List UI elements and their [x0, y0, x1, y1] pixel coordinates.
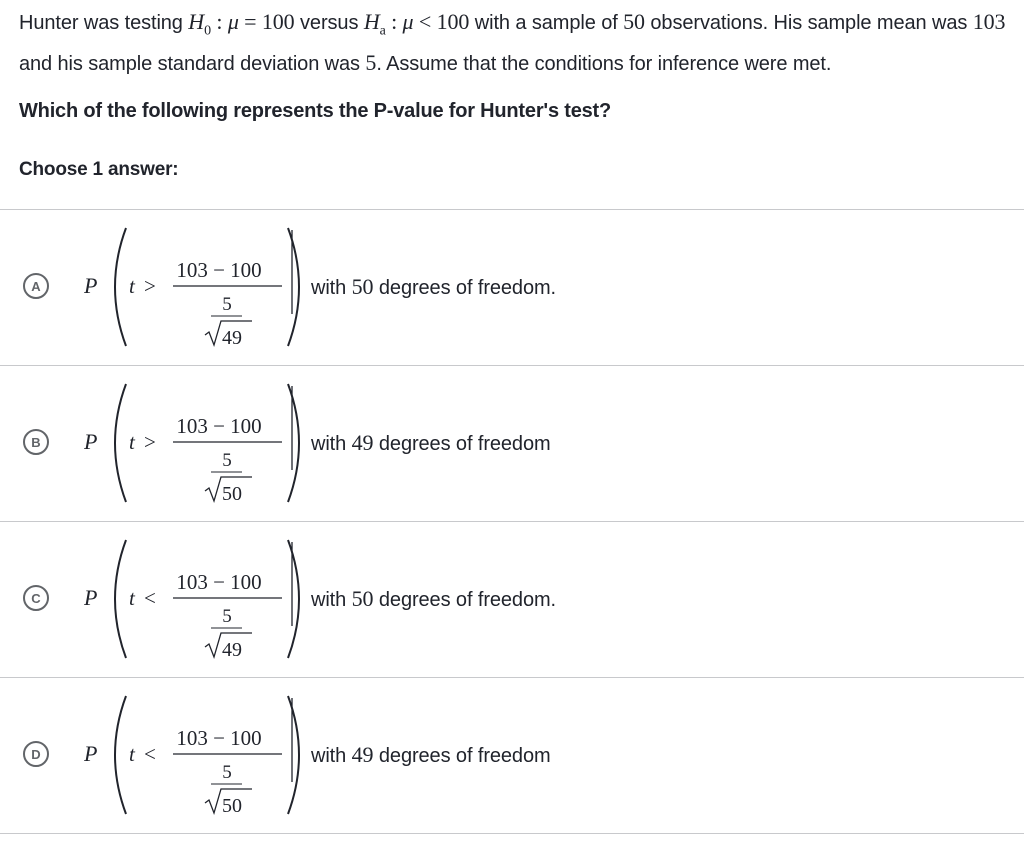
sqrt-radicand: 49 — [222, 639, 242, 661]
sqrt-radicand: 49 — [222, 327, 242, 349]
choice-suffix: with 50 degrees of freedom. — [311, 274, 556, 299]
choice-letter-badge: C — [23, 585, 49, 611]
left-paren — [115, 696, 126, 814]
choose-label: Choose 1 answer: — [19, 159, 179, 180]
degrees-of-freedom: 49 — [351, 430, 374, 455]
p-symbol: P — [84, 585, 98, 610]
degrees-of-freedom: 50 — [351, 586, 374, 611]
std-dev: 5 — [222, 606, 232, 627]
choice-suffix: with 50 degrees of freedom. — [311, 586, 556, 611]
choice-letter-badge: A — [23, 273, 49, 299]
std-dev: 5 — [222, 762, 232, 783]
std-dev: 5 — [222, 450, 232, 471]
choice-formula — [84, 534, 304, 664]
sample-sd: 5 — [365, 50, 377, 76]
numerator: 103 − 100 — [176, 258, 262, 282]
question-text-1: Hunter was testing — [19, 12, 189, 34]
null-hypothesis: $H_0$ : μ = 100 — [188, 9, 295, 39]
comparison-operator: < — [144, 586, 156, 610]
comparison-operator: < — [144, 742, 156, 766]
std-dev: 5 — [222, 294, 232, 315]
answer-choices — [0, 209, 1024, 834]
numerator: 103 − 100 — [176, 414, 262, 438]
question-text: Hunter was testing $H_0$ : μ = 100 versus $H_a$ : μ < 100 with a sample of 50 observations. His sample mean was 103 and his sample standard deviation was 5. Assume that the conditions for inference were met. — [19, 9, 1006, 76]
right-paren — [288, 540, 299, 658]
sqrt-radicand: 50 — [222, 483, 242, 505]
numerator: 103 − 100 — [176, 570, 262, 594]
sqrt-radicand: 50 — [222, 795, 242, 817]
choice-formula — [84, 378, 304, 508]
choice-suffix: with 49 degrees of freedom — [311, 430, 551, 455]
choice-letter-badge: D — [23, 741, 49, 767]
t-symbol: t — [129, 274, 135, 298]
choice-suffix: with 49 degrees of freedom — [311, 742, 551, 767]
degrees-of-freedom: 49 — [351, 742, 374, 767]
alternative-hypothesis: $H_a$ : μ < 100 — [363, 9, 470, 39]
choice-formula — [84, 690, 304, 820]
left-paren — [115, 384, 126, 502]
choice-c[interactable] — [0, 521, 1024, 677]
numerator: 103 − 100 — [176, 726, 262, 750]
choice-a[interactable] — [0, 209, 1024, 365]
t-symbol: t — [129, 742, 135, 766]
right-paren — [288, 228, 299, 346]
comparison-operator: > — [144, 430, 156, 454]
left-paren — [115, 228, 126, 346]
t-symbol: t — [129, 586, 135, 610]
p-symbol: P — [84, 429, 98, 454]
question-prompt: Which of the following represents the P-value for Hunter's test? — [19, 100, 612, 122]
left-paren — [115, 540, 126, 658]
sample-size: 50 — [623, 9, 645, 34]
right-paren — [288, 384, 299, 502]
choice-d[interactable] — [0, 677, 1024, 834]
t-symbol: t — [129, 430, 135, 454]
degrees-of-freedom: 50 — [351, 274, 374, 299]
p-symbol: P — [84, 273, 98, 298]
right-paren — [288, 696, 299, 814]
sample-mean: 103 — [972, 9, 1006, 34]
choice-b[interactable] — [0, 365, 1024, 521]
comparison-operator: > — [144, 274, 156, 298]
choice-letter-badge: B — [23, 429, 49, 455]
p-symbol: P — [84, 741, 98, 766]
choice-formula — [84, 222, 304, 352]
